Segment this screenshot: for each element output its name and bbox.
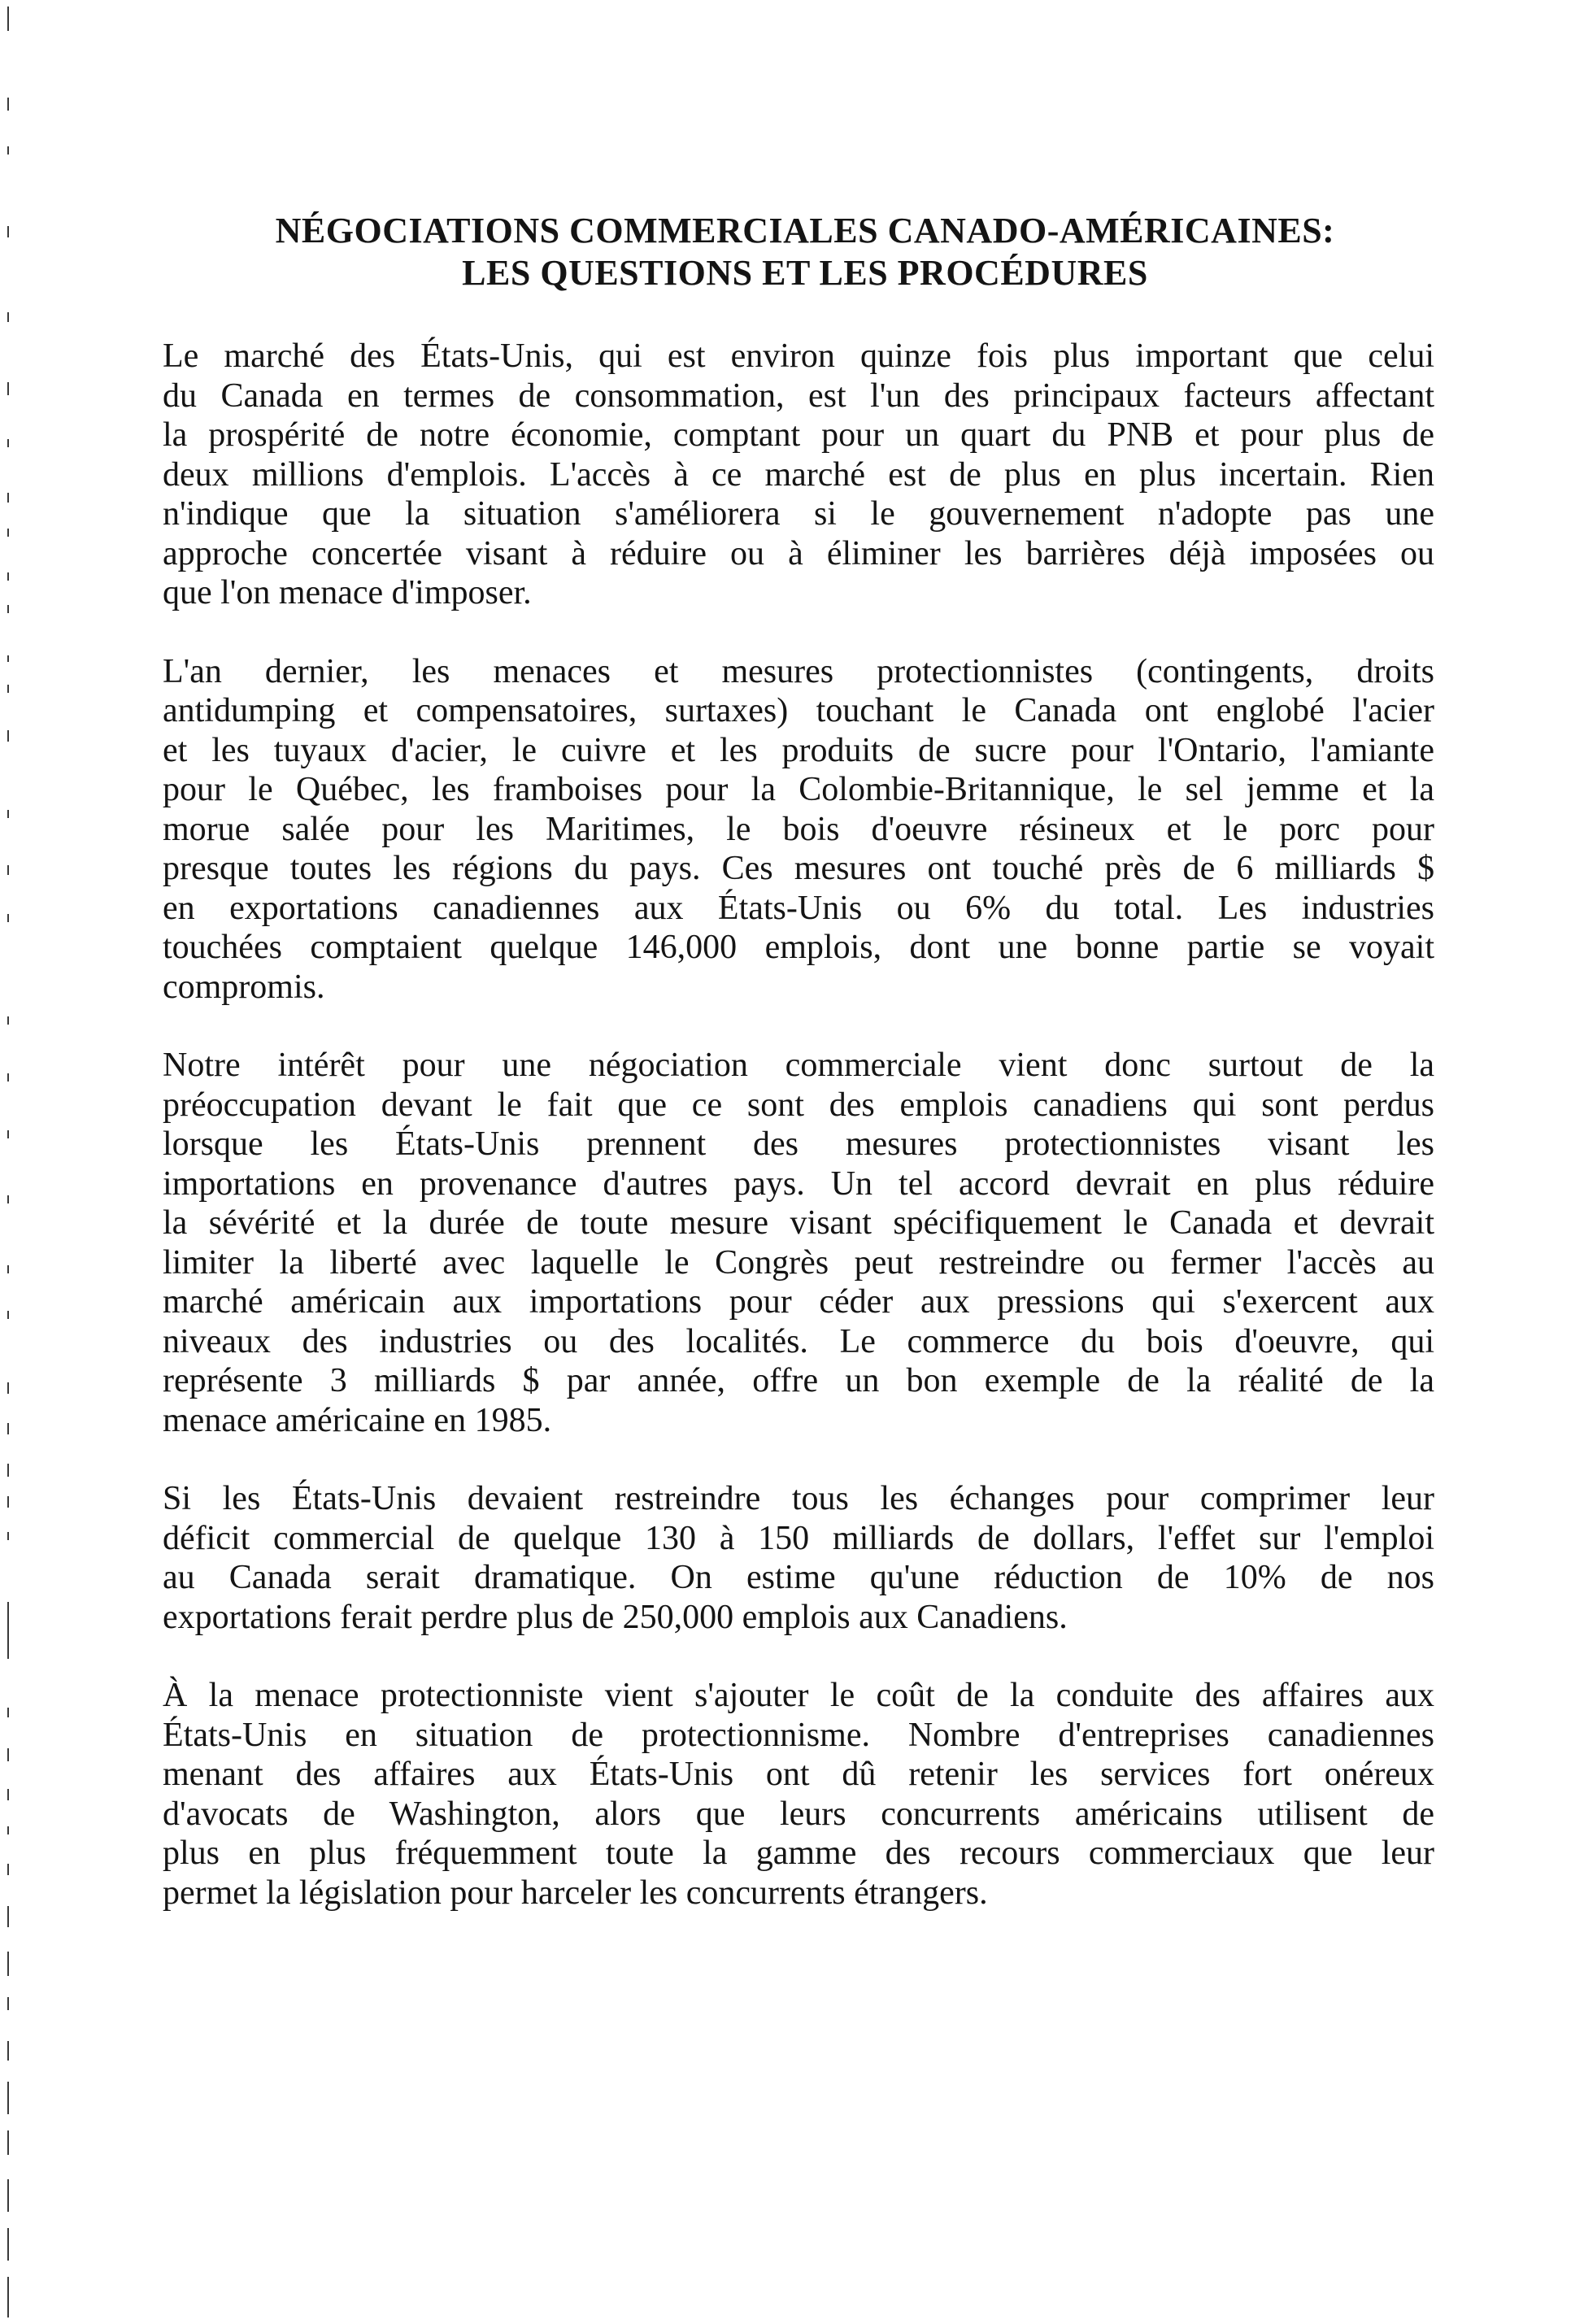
text-line: niveaux des industries ou des localités. Le commerce du bois d'oeuvre, qui: [163, 1322, 1434, 1360]
text-line: menant des affaires aux États-Unis ont dû retenir les services fort onéreux: [163, 1756, 1434, 1793]
text-line: exportations ferait perdre plus de 250,000 emplois aux Canadiens.: [163, 1598, 1068, 1636]
title-line-1: NÉGOCIATIONS COMMERCIALES CANADO-AMÉRICAINES:: [275, 211, 1335, 250]
title-line-2: LES QUESTIONS ET LES PROCÉDURES: [462, 253, 1148, 293]
text-line: À la menace protectionniste vient s'ajouter le coût de la conduite des affaires aux: [163, 1677, 1434, 1714]
paragraph-4: [163, 1479, 1434, 1637]
text-line: antidumping et compensatoires, surtaxes) touchant le Canada ont englobé l'acier: [163, 692, 1434, 729]
text-line: deux millions d'emplois. L'accès à ce marché est de plus en plus incertain. Rien: [163, 455, 1434, 494]
text-line: d'avocats de Washington, alors que leurs concurrents américains utilisent de: [163, 1795, 1434, 1833]
text-line: Si les États-Unis devaient restreindre tous les échanges pour comprimer leur: [163, 1480, 1434, 1517]
document-body: [163, 337, 1434, 1952]
text-line: la sévérité et la durée de toute mesure visant spécifiquement le Canada et devrait: [163, 1204, 1434, 1242]
text-line: en exportations canadiennes aux États-Unis ou 6% du total. Les industries: [163, 889, 1434, 927]
paragraph-2: [163, 652, 1434, 1008]
binding-edge-marks: [3, 0, 15, 2324]
text-line: que l'on menace d'imposer.: [163, 574, 532, 611]
text-line: plus en plus fréquemment toute la gamme des recours commerciaux que leur: [163, 1834, 1434, 1872]
text-line: représente 3 milliards $ par année, offre un bon exemple de la réalité de la: [163, 1362, 1434, 1399]
text-line: préoccupation devant le fait que ce sont des emplois canadiens qui sont perdus: [163, 1086, 1434, 1124]
paragraph-1: [163, 337, 1434, 613]
text-line: marché américain aux importations pour céder aux pressions qui s'exercent aux: [163, 1283, 1434, 1321]
text-line: morue salée pour les Maritimes, le bois d'oeuvre résineux et le porc pour: [163, 810, 1434, 848]
text-line: touchées comptaient quelque 146,000 emplois, dont une bonne partie se voyait: [163, 929, 1434, 966]
paragraph-5: [163, 1676, 1434, 1913]
text-line: déficit commercial de quelque 130 à 150 milliards de dollars, l'effet sur l'emploi: [163, 1519, 1434, 1557]
text-line: permet la législation pour harceler les concurrents étrangers.: [163, 1874, 988, 1912]
text-line: du Canada en termes de consommation, est l'un des principaux facteurs affectant: [163, 376, 1434, 415]
text-line: limiter la liberté avec laquelle le Congrès peut restreindre ou fermer l'accès au: [163, 1243, 1434, 1282]
text-line: Notre intérêt pour une négociation commerciale vient donc surtout de la: [163, 1047, 1434, 1084]
text-line: approche concertée visant à réduire ou à éliminer les barrières déjà imposées ou: [163, 534, 1434, 572]
text-line: n'indique que la situation s'améliorera si le gouvernement n'adopte pas une: [163, 495, 1434, 533]
text-line: importations en provenance d'autres pays. Un tel accord devrait en plus réduire: [163, 1164, 1434, 1203]
text-line: compromis.: [163, 968, 325, 1006]
text-line: et les tuyaux d'acier, le cuivre et les produits de sucre pour l'Ontario, l'amiante: [163, 731, 1434, 769]
paragraph-3: [163, 1046, 1434, 1440]
text-line: L'an dernier, les menaces et mesures protectionnistes (contingents, droits: [163, 652, 1434, 690]
text-line: au Canada serait dramatique. On estime qu'une réduction de 10% de nos: [163, 1559, 1434, 1596]
text-line: la prospérité de notre économie, comptant pour un quart du PNB et pour plus de: [163, 416, 1434, 454]
document-title: [130, 210, 1480, 294]
text-line: presque toutes les régions du pays. Ces mesures ont touché près de 6 milliards $: [163, 850, 1434, 887]
text-line: Le marché des États-Unis, qui est environ quinze fois plus important que celui: [163, 337, 1434, 375]
text-line: États-Unis en situation de protectionnisme. Nombre d'entreprises canadiennes: [163, 1716, 1434, 1754]
text-line: pour le Québec, les framboises pour la Colombie-Britannique, le sel jemme et la: [163, 771, 1434, 808]
text-line: lorsque les États-Unis prennent des mesures protectionnistes visant les: [163, 1125, 1434, 1163]
text-line: menace américaine en 1985.: [163, 1401, 552, 1439]
